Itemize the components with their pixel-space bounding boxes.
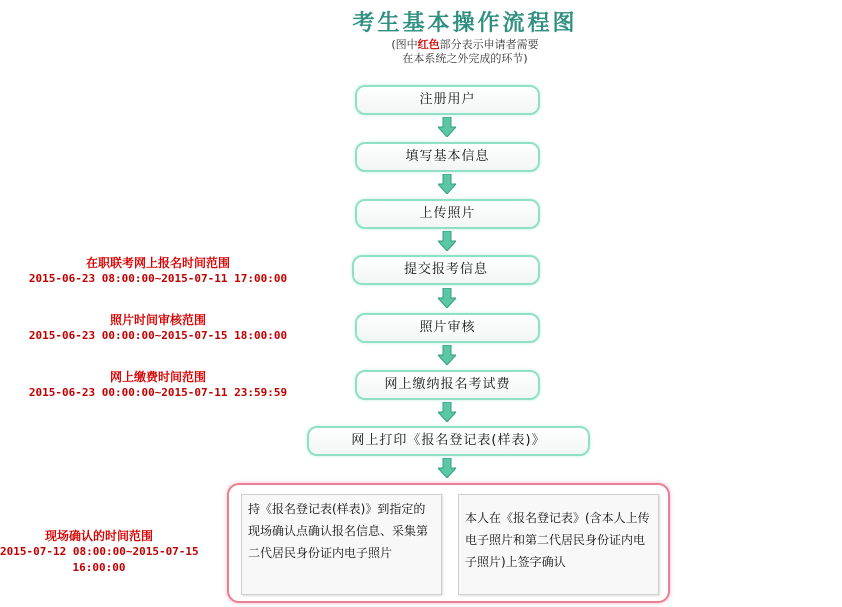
down-arrow-icon xyxy=(438,231,456,251)
onsite-confirmation-step: 持《报名登记表(样表)》到指定的现场确认点确认报名信息、采集第二代居民身份证内电子照片 xyxy=(241,494,442,595)
step-print-form: 网上打印《报名登记表(样表)》 xyxy=(307,426,590,456)
step-pay-fee: 网上缴纳报名考试费 xyxy=(355,370,540,400)
note-highlight: 红色 xyxy=(417,38,440,51)
step-photo-review: 照片审核 xyxy=(355,313,540,343)
page-title: 考生基本操作流程图 xyxy=(352,11,578,36)
step-register: 注册用户 xyxy=(355,85,540,115)
step-basic-info: 填写基本信息 xyxy=(355,142,540,172)
side-note-heading: 现场确认的时间范围 xyxy=(44,529,153,543)
note-line2: 在本系统之外完成的环节) xyxy=(402,52,528,65)
side-note-time: 2015-06-23 08:00:00~2015-07-11 17:00:00 xyxy=(28,272,288,285)
note-suffix: 部分表示申请者需要 xyxy=(439,38,539,51)
down-arrow-icon xyxy=(438,402,456,422)
side-note-heading: 在职联考网上报名时间范围 xyxy=(85,256,230,270)
side-note-time-continued: 16:00:00 xyxy=(72,561,126,574)
down-arrow-icon xyxy=(438,288,456,308)
side-note-registration-period xyxy=(8,255,308,287)
signature-confirmation-step: 本人在《报名登记表》(含本人上传电子照片和第二代居民身份证内电子照片)上签字确认 xyxy=(458,494,659,595)
step-upload-photo: 上传照片 xyxy=(355,199,540,229)
side-note-time: 2015-06-23 00:00:00~2015-07-15 18:00:00 xyxy=(28,329,288,342)
side-note-heading: 网上缴费时间范围 xyxy=(109,370,206,384)
legend-note xyxy=(340,38,590,66)
side-note-payment-period xyxy=(8,369,308,401)
side-note-time: 2015-06-23 00:00:00~2015-07-11 23:59:59 xyxy=(28,386,288,399)
side-note-time: 2015-07-12 08:00:00~2015-07-15 xyxy=(0,545,199,558)
down-arrow-icon xyxy=(438,458,456,478)
note-prefix: (图中 xyxy=(391,38,418,51)
side-note-photo-review-period xyxy=(8,312,308,344)
down-arrow-icon xyxy=(438,345,456,365)
side-note-onsite-confirmation-period xyxy=(0,528,198,576)
side-note-heading: 照片时间审核范围 xyxy=(109,313,206,327)
down-arrow-icon xyxy=(438,174,456,194)
step-submit-info: 提交报考信息 xyxy=(352,255,540,285)
offline-confirmation-box xyxy=(227,483,670,603)
down-arrow-icon xyxy=(438,117,456,137)
